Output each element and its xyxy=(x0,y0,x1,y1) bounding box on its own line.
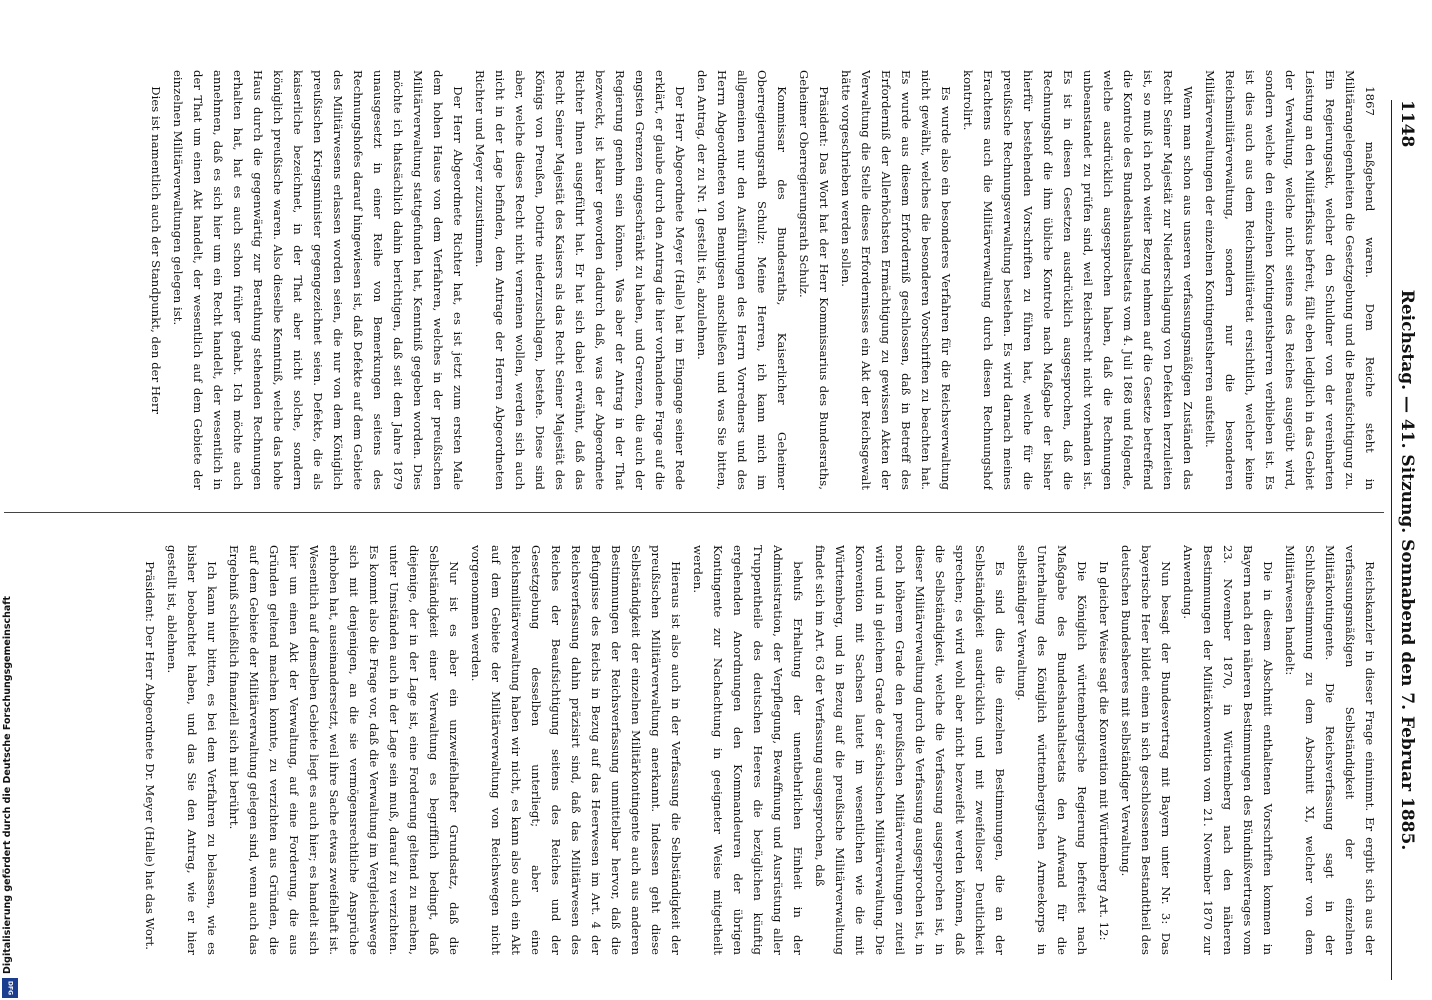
right-column-paragraph: Es sind dies die einzelnen Bestimmungen, die an der Selbständigkeit ausdrücklich und mit zweifelloser Deutlichkeit sprechen; es wird wohl aber nicht bezweifelt werden können, daß die Selbständigkeit, welche die Verfassung ausgesprochen ist, in dieser Militärverwaltung durch die Verfassung ausgesprochen ist, in noch höherem Grade den preußischen Militärverwaltungen zuteil wird und in gleichem Grade der sächsischen Militärverwaltung. Die Konvention mit Sachsen lautet im wesentlichen wie die mit Württemberg, und in Bezug auf die preußische Militärverwaltung findet sich im Art. 63 der Verfassung ausgesprochen, daß xyxy=(813,545,1007,955)
left-column-paragraph: Wenn man schon aus unseren verfassungsmäßigen Zuständen das Recht Seiner Majestät zur Niederschlagung von Defekten herzuleiten ist, so muß ich noch weiter Bezug nehmen auf die Gesetze betreffend die Kontrole des Bundeshaushaltsetats vom 4. Juli 1868 und folgende, welche ausdrücklich ausgesprochen haben, daß die Rechnungen unbeanstandet zu prüfen sind, weil Reichsrecht nicht vorhanden ist. Es ist in diesen Gesetzen ausdrücklich ausgesprochen, daß die Rechnungshof die ihm übliche Kontrole nach Maßgabe der bisher hierfür bestehenden Vorschriften zu führen hat, welche für die preußische Rechnungsverwaltung bestehen. Es wird darnach meines Erachtens auch die Militärverwaltung durch diesen Rechnungshof kontrolirt. xyxy=(961,70,1195,490)
right-column-paragraph: Ich kann nur bitten, es bei dem Verfahren zu belassen, wie es bisher beobachtet haben, und das Sie den Antrag, wie er hier gestellt ist, ablehnen. xyxy=(165,545,219,955)
left-text-column xyxy=(80,70,1380,490)
right-column-paragraph: In gleicher Weise sagt die Konvention mit Württemberg Art. 12: xyxy=(1097,561,1111,941)
right-column-paragraph: behufs Erhaltung der unentbehrlichen Einheit in der Administration, der Verpflegung, Bewaffnung und Ausrüstung aller Truppentheile des deutschen Heeres die bezüglichen künftig ergehenden Anordnungen den Kommandeuren der übrigen Kontingente zur Nachachtung in geeigneter Weise mitgetheilt werden. xyxy=(691,545,805,955)
left-column-paragraph: Der Herr Abgeordnete Richter hat, es ist jetzt zum ersten Male dem hohen Hause von dem Verfahren, welches in der preußischen Militärverwaltung stattgefunden hat, Kenntniß gegeben worden. Dies möchte ich thatsächlich dahin berichtigen, daß seit dem Jahre 1879 unausgesetzt in einer Reihe von Bemerkungen seitens des Rechnungshofes darauf hingewiesen ist, daß Defekte auf dem Gebiete des Militärwesens erlassen worden seien, die nur von dem Königlich preußischen Kriegsminister gegengezeichnet seien. Defekte, die als kaiserliche bezeichnet, in der That aber nicht solche, sondern königlich preußische waren. Also dieselbe Kenntniß, welche das hohe Haus durch die gegenwärtig zur Berathung stehenden Rechnungen erhalten hat, hat es auch schon früher gehabt. Ich möchte auch annehmen, daß es sich hier um ein Recht handelt, der wesentlich in der That um einen Akt handelt, der wesentlich auf dem Gebiete der einzelnen Militärverwaltungen gelegen ist. xyxy=(171,70,465,490)
right-text-column xyxy=(80,545,1380,955)
right-column-paragraph: Die in diesem Abschnitt enthaltenen Vorschriften kommen in Bayern nach den näheren Bestimmungen des Bündnißvertrages vom 23. November 1870, in Württemberg nach den näheren Bestimmungen der Militärkonvention vom 21. November 1870 zur Anwendung. xyxy=(1181,545,1275,955)
left-column-paragraph: Der Herr Abgeordnete Meyer (Halle) hat im Eingange seiner Rede erklärt, er glaube durch den Antrag die hier vorhandene Frage auf die engsten Grenzen eingeschränkt zu haben, und Grenzen, die auch der Regierung genehm sein können. Was aber der Antrag in der That bezweckt, ist klarer geworden dadurch daß, was der Abgeordnete Richter Ihnen ausgeführt hat. Er hat sich dabei erwähnt, daß das Recht Seiner Majestät des Kaisers als das Recht Seiner Majestät des Königs von Preußen, Dotirte niederzuschlagen, bestehe. Diese sind aber, welche dieses Recht nicht verneinen wollen, werden sich auch nicht in der Lage befinden, dem Antrage der Herren Abgeordneten Richter und Meyer zuzustimmen. xyxy=(473,70,687,490)
right-column-paragraph: Nur ist es aber ein unzweifelhafter Grundsatz, daß die Selbständigkeit einer Verwaltung es begrifflich bedingt, daß diejenige, der in der Lage ist, eine Forderung geltend zu machen, unter Umständen auch in der Lage sein muß, darauf zu verzichten. Es kommt also die Frage vor, daß die Verwaltung im Vergleichswege sich mit denjenigen, an die sie vermögensrechtliche Ansprüche erhoben hat, auseinandersetzt, weil ihre Sache etwas zweifelhaft ist. Wesentlich auf demselben Gebiete liegt es auch hier; es handelt sich hier um einen Akt der Verwaltung, auf eine Forderung, die aus Gründen geltend machen konnte, zu verzichten aus Gründen, die auf dem Gebiete der Militärverwaltung gelegen sind, wenn auch das Ergebniß schließlich finanziell sich mit berührt. xyxy=(227,545,461,955)
left-column-paragraph: Es wurde also ein besonderes Verfahren für die Reichsverwaltung nicht gewählt, welches die besonderen Vorschriften zu beachten hat. Es wurde aus diesem Erforderniß geschlossen, daß in Betreff des Erforderniß der Allerhöchsten Ermächtigung zu gewissen Akten der Verwaltung die Stelle dieses Erfordernisses ein Akt der Reichsgewalt hätte vorgeschrieben werden sollen. xyxy=(839,70,953,490)
column-divider xyxy=(4,512,1384,513)
page-number: 1148 xyxy=(1397,100,1417,148)
dfg-logo: DFG xyxy=(2,978,18,998)
left-column-paragraph: Kommissar des Bundesraths, Kaiserlicher Geheimer Oberregierungsrath Schulz: Meine Herren, ich kann mich im allgemeinen nur den Ausführungen des Herrn Vorredners und des Herrn Abgeordneten von Bennigsen anschließen und was Sie bitten, den Antrag, der zu Nr. 1 gestellt ist, abzulehnen. xyxy=(695,70,789,490)
digitization-credit xyxy=(0,596,22,1000)
left-column-paragraph: Präsident: Das Wort hat der Herr Kommissarius des Bundesraths, Geheimer Oberregierungsrath Schulz. xyxy=(797,70,831,490)
left-column-paragraph: 1867 maßgebend waren. Dem Reiche steht in Militärangelegenheiten die Gesetzgebung und die Beaufsichtigung zu. Ein Regierungsakt, welcher den Schuldner von der vereinbarten Leistung an den Militärfiskus befreit, fällt eben lediglich in das Gebiet der Verwaltung, welche nicht seitens des Reiches ausgeübt wird, sondern welche den einzelnen Kontingentsherren verblieben ist. Es ist dies auch aus dem Reichsmilitäretat ersichtlich, welcher keine Reichsmilitärverwaltung, sondern nur die besonderen Militärverwaltungen der einzelnen Kontingentsherren aufstellt. xyxy=(1203,70,1377,490)
right-column-paragraph: Hieraus ist also auch in der Verfassung die Selbständigkeit der preußischen Militärverwaltung anerkannt. Indessen geht diese Selbständigkeit der einzelnen Militärkontingente auch aus anderen Bestimmungen der Reichsverfassung unmittelbar hervor, daß die Befugnisse des Reichs in Bezug auf das Heerwesen im Art. 4 der Reichsverfassung dahin präzisirt sind, daß das Militärwesen des Reiches der Beaufsichtigung seitens des Reiches und der Gesetzgebung desselben unterliegt; aber eine Reichsmilitärverwaltung haben wir nicht, es kann also auch ein Akt auf dem Gebiete der Militärverwaltung von Reichswegen nicht vorgenommen werden. xyxy=(469,545,683,955)
right-column-paragraph: Die Königlich württembergische Regierung befreitet nach Maßgabe des Bundeshaushaltsetats den Aufwand für die Unterhaltung des Königlich württembergischen Armeekorps in selbständiger Verwaltung. xyxy=(1015,545,1089,955)
right-column-paragraph: Nun besagt der Bundesvertrag mit Bayern unter Nr. 3: Das bayerische Heer bildet einen in sich geschlossenen Bestandtheil des deutschen Bundesheeres mit selbständiger Verwaltung. xyxy=(1119,545,1173,955)
right-column-paragraph: Reichskanzler in dieser Frage einnimmt. Er ergibt sich aus der verfassungsmäßigen Selbständigkeit der einzelnen Militärkontingente. Die Reichsverfassung sagt in der Schlußbestimmung zu dem Abschnitt XI, welcher von dem Militärwesen handelt: xyxy=(1283,545,1377,955)
right-column-paragraph: Präsident: Der Herr Abgeordnete Dr. Meyer (Halle) hat das Wort. xyxy=(143,561,157,950)
credit-text: Digitalisierung gefördert durch die Deutsche Forschungsgemeinschaft xyxy=(2,596,13,974)
left-column-paragraph: Dies ist namentlich auch der Standpunkt, den der Herr xyxy=(149,86,163,415)
page-title: Reichstag. — 41. Sitzung. Sonnabend den 7. Februar 1885. xyxy=(1397,289,1417,851)
page-header xyxy=(1391,100,1422,980)
